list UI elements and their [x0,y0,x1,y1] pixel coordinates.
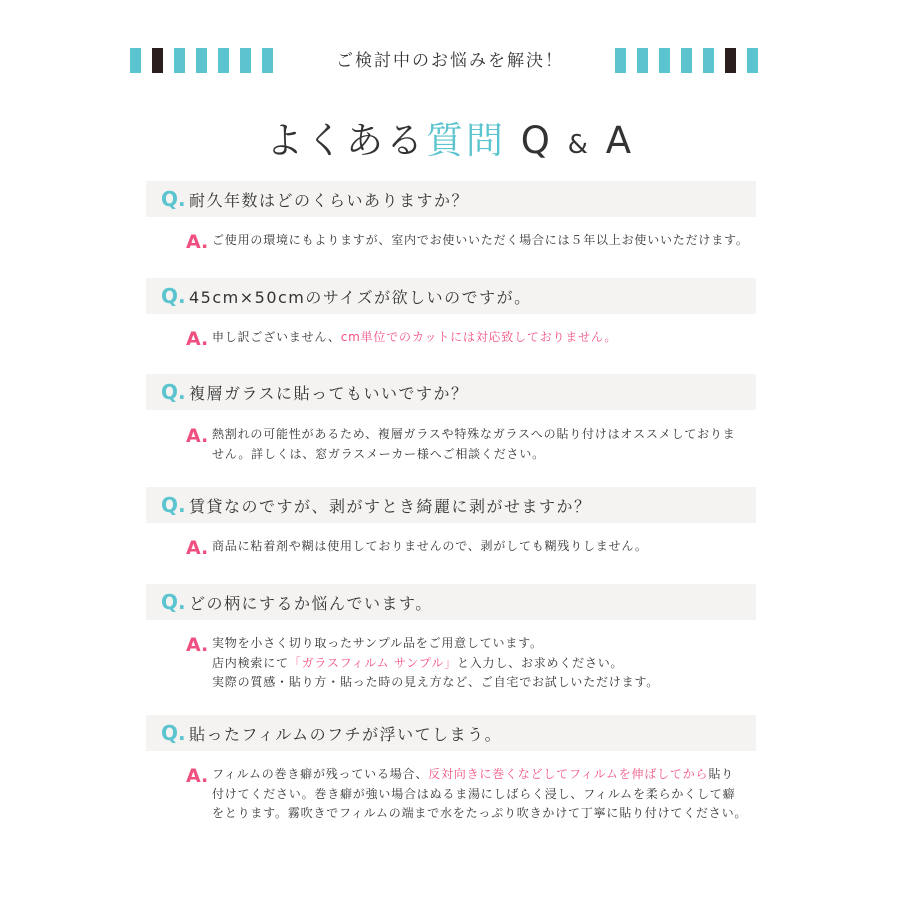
page-subtitle: ご検討中のお悩みを解決！ [336,51,564,71]
question-text: 45cm×50cmのサイズが欲しいのですが。 [189,287,532,307]
question-bar [146,715,756,751]
answer-block [186,328,756,350]
answer-line [212,654,659,674]
question-bar [146,487,756,523]
answer-line [212,231,749,251]
question-marker: Q. [161,284,186,308]
page-title [0,118,900,168]
answer-text [212,425,735,464]
title-text: よくある [265,118,426,162]
question-bar [146,181,756,217]
answer-highlight: cm単位でのカットには対応致しておりません。 [340,330,618,344]
answer-block [186,537,756,559]
answer-line [212,328,617,348]
answer-segment: せん。詳しくは、窓ガラスメーカー様へご相談ください。 [212,446,545,461]
question-marker: Q. [161,493,186,517]
answer-segment: 付けてください。巻き癖が強い場合はぬるま湯にしばらく浸し、フィルムを柔らかくして癖 [212,786,736,801]
answer-highlight: 「ガラスフィルム サンプル」 [288,655,457,670]
answer-block [186,231,756,253]
question-bar [146,584,756,620]
answer-text [212,328,617,348]
question-text: どの柄にするか悩んでいます。 [189,593,433,613]
stripe [681,48,692,73]
answer-line [212,804,747,824]
answer-segment: 熱割れの可能性があるため、複層ガラスや特殊なガラスへの貼り付けはオススメしておりま [212,427,736,441]
question-bar [146,278,756,314]
answer-block [186,425,756,464]
stripe-decoration-right [615,48,758,73]
answer-marker: A. [186,425,209,447]
question-marker: Q. [161,380,186,404]
question-marker: Q. [161,721,186,745]
question-text: 複層ガラスに貼ってもいいですか？ [189,383,469,403]
question-text: 貼ったフィルムのフチが浮いてしまう。 [189,724,503,744]
answer-text [212,537,648,557]
answer-block [186,765,756,824]
answer-marker: A. [186,765,209,787]
answer-highlight: 反対向きに巻くなどしてフィルムを伸ばしてから [428,767,709,781]
answer-segment: 商品に粘着剤や糊は使用しておりませんので、剥がしても糊残りしません。 [212,539,648,553]
title-amp: & [567,129,591,160]
stripe [637,48,648,73]
answer-segment: 貼り [708,767,734,781]
answer-segment: と入力し、お求めください。 [456,655,624,670]
answer-segment: をとります。霧吹きでフィルムの端まで水をたっぷり吹きかけて丁寧に貼り付けてください。 [212,806,748,820]
answer-marker: A. [186,634,209,656]
answer-marker: A. [186,537,209,559]
answer-line [212,634,659,654]
answer-text [212,231,749,251]
answer-segment: 実際の質感・貼り方・貼った時の見え方など、ご自宅でお試しいただけます。 [212,675,660,689]
title-accent: 質問 [425,118,506,162]
answer-segment: ご使用の環境にもよりますが、室内でお使いいただく場合には５年以上お使いいただけます。 [212,233,749,247]
question-text: 賃貸なのですが、剥がすとき綺麗に剥がせますか？ [189,496,592,516]
question-marker: Q. [161,590,186,614]
answer-marker: A. [186,231,209,253]
question-bar [146,374,756,410]
answer-segment: フィルムの巻き癖が残っている場合、 [212,767,429,781]
title-a: A [605,118,634,162]
stripe [615,48,626,73]
answer-line [212,673,659,693]
header-row [0,48,900,74]
stripe [747,48,758,73]
answer-line [212,785,747,805]
answer-line [212,445,735,465]
answer-block [186,634,756,693]
answer-segment: 店内検索にて [212,655,289,670]
answer-marker: A. [186,328,209,350]
answer-line [212,765,747,785]
answer-text [212,634,659,693]
stripe [703,48,714,73]
answer-text [212,765,747,824]
question-marker: Q. [161,187,186,211]
answer-line [212,537,648,557]
stripe [659,48,670,73]
answer-segment: 実物を小さく切り取ったサンプル品をご用意しています。 [212,636,543,650]
title-q: Q [520,118,553,162]
answer-line [212,425,735,445]
answer-segment: 申し訳ございません、 [212,330,341,344]
stripe [725,48,736,73]
question-text: 耐久年数はどのくらいありますか？ [189,190,470,210]
